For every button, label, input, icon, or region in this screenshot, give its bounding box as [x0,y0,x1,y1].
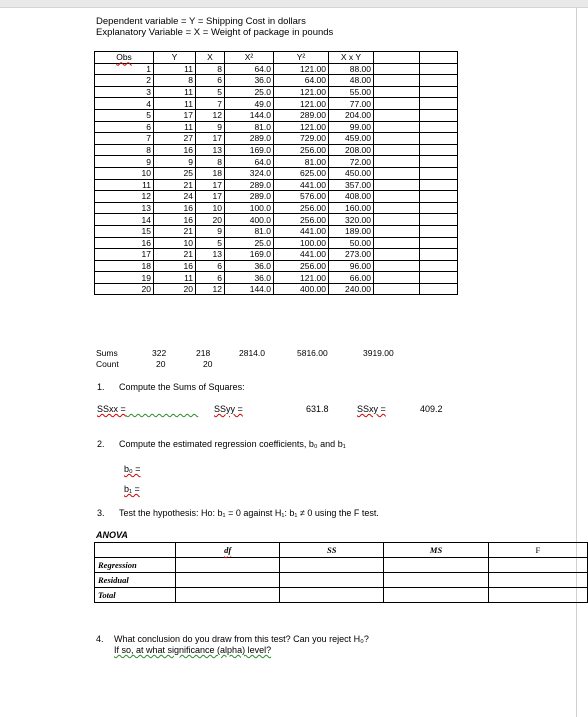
col-y-squared: Y² [274,52,329,64]
table-cell: 17 [196,179,225,191]
table-cell: 289.0 [225,133,274,145]
table-cell: 16 [154,214,196,226]
ssyy-label: SSyy = [214,404,243,414]
sums-x: 218 [196,348,211,358]
q3-number: 3. [97,508,105,518]
table-cell: 64.0 [225,63,274,75]
table-cell: 36.0 [225,272,274,284]
anova-cell[interactable] [488,573,587,588]
table-cell: 16 [154,260,196,272]
col-x-times-y: X x Y [329,52,374,64]
table-cell [420,214,458,226]
sums-label: Sums [96,348,118,358]
table-cell: 6 [196,272,225,284]
anova-label-residual: Residual [95,573,176,588]
table-cell: 6 [196,260,225,272]
table-cell: 16 [95,237,154,249]
table-cell: 49.0 [225,98,274,110]
table-cell: 12 [95,191,154,203]
table-cell: 27 [154,133,196,145]
table-cell: 6 [196,75,225,87]
explanatory-variable-line: Explanatory Variable = X = Weight of package in pounds [96,27,334,38]
anova-cell[interactable] [280,558,384,573]
table-cell: 400.0 [225,214,274,226]
table-row [95,260,458,272]
table-cell [374,75,420,87]
table-cell: 441.00 [274,179,329,191]
anova-col-df: df [176,543,280,558]
table-row [95,133,458,145]
q4-text: What conclusion do you draw from this test? Can you reject H₀? [114,634,369,644]
table-cell: 9 [154,156,196,168]
table-cell: 576.00 [274,191,329,203]
anova-header-row [95,543,588,558]
viewer-top-bar [0,0,588,8]
anova-cell[interactable] [488,558,587,573]
table-cell: 320.00 [329,214,374,226]
table-cell: 289.0 [225,191,274,203]
table-cell: 144.0 [225,109,274,121]
table-row [95,98,458,110]
table-cell: 289.00 [274,109,329,121]
table-cell: 64.00 [274,75,329,87]
ssxx-label: SSxx = [97,404,126,414]
table-cell [420,156,458,168]
table-cell: 17 [196,133,225,145]
dependent-variable-line: Dependent variable = Y = Shipping Cost in dollars [96,16,306,27]
anova-row-regression [95,558,588,573]
table-cell: 77.00 [329,98,374,110]
table-row [95,121,458,133]
table-cell: 20 [196,214,225,226]
table-cell: 88.00 [329,63,374,75]
table-row [95,214,458,226]
table-cell: 11 [154,86,196,98]
table-cell: 11 [154,98,196,110]
table-cell: 408.00 [329,191,374,203]
table-cell [374,225,420,237]
anova-label-regression: Regression [95,558,176,573]
table-cell: 100.0 [225,202,274,214]
table-cell [420,109,458,121]
table-cell: 9 [196,225,225,237]
table-cell [420,179,458,191]
table-cell [374,191,420,203]
table-cell: 11 [95,179,154,191]
table-cell: 21 [154,225,196,237]
table-cell: 240.00 [329,283,374,295]
sums-y-squared: 5816.00 [297,348,328,358]
table-cell: 81.00 [274,156,329,168]
table-cell: 5 [196,86,225,98]
table-cell: 13 [196,249,225,261]
table-cell [374,202,420,214]
table-cell [374,249,420,261]
page-edge-line [576,8,577,717]
table-cell: 72.00 [329,156,374,168]
anova-cell[interactable] [280,573,384,588]
table-cell: 66.00 [329,272,374,284]
table-cell: 625.00 [274,167,329,179]
table-row [95,283,458,295]
table-cell: 144.0 [225,283,274,295]
table-cell: 50.00 [329,237,374,249]
ssxy-label: SSxy = [357,404,386,414]
q4-number: 4. [96,634,104,644]
table-cell: 169.0 [225,249,274,261]
table-cell [374,156,420,168]
table-cell [374,144,420,156]
table-cell: 289.0 [225,179,274,191]
table-cell: 64.0 [225,156,274,168]
q1-text: Compute the Sums of Squares: [119,382,245,392]
table-cell [374,63,420,75]
table-cell: 3 [95,86,154,98]
q3-text: Test the hypothesis: Ho: b₁ = 0 against H₁: b₁ ≠ 0 using the F test. [119,508,379,518]
table-cell: 7 [196,98,225,110]
table-cell: 256.00 [274,144,329,156]
table-cell: 729.00 [274,133,329,145]
col-blank-2 [420,52,458,64]
table-cell: 13 [196,144,225,156]
table-cell: 11 [154,63,196,75]
col-x-squared: X² [225,52,274,64]
table-cell: 121.00 [274,121,329,133]
anova-cell[interactable] [488,588,587,603]
table-cell: 189.00 [329,225,374,237]
count-label: Count [96,359,119,369]
table-row [95,202,458,214]
table-cell: 160.00 [329,202,374,214]
anova-row-total [95,588,588,603]
anova-cell[interactable] [384,588,488,603]
b1-label: b₁ = [124,484,140,494]
table-cell [374,167,420,179]
table-cell: 8 [95,144,154,156]
table-cell: 459.00 [329,133,374,145]
anova-col-ms: MS [384,543,488,558]
table-cell: 48.00 [329,75,374,87]
table-cell [374,98,420,110]
table-cell: 9 [95,156,154,168]
col-obs: Obs [95,52,154,64]
anova-cell[interactable] [176,558,280,573]
anova-title: ANOVA [96,530,128,540]
table-row [95,144,458,156]
anova-cell[interactable] [384,573,488,588]
table-cell [420,133,458,145]
table-cell [420,86,458,98]
table-cell: 15 [95,225,154,237]
table-row [95,75,458,87]
table-cell: 169.0 [225,144,274,156]
table-cell: 11 [154,272,196,284]
table-cell [374,214,420,226]
table-cell: 10 [196,202,225,214]
table-cell: 256.00 [274,260,329,272]
table-cell: 441.00 [274,225,329,237]
table-cell: 256.00 [274,214,329,226]
table-cell: 121.00 [274,272,329,284]
table-cell: 20 [154,283,196,295]
table-cell [374,133,420,145]
table-cell: 18 [95,260,154,272]
table-cell: 96.00 [329,260,374,272]
anova-row-residual [95,573,588,588]
table-row [95,109,458,121]
anova-cell[interactable] [176,588,280,603]
b0-label: b₀ = [124,464,141,474]
table-cell: 1 [95,63,154,75]
table-cell: 400.00 [274,283,329,295]
table-cell: 25 [154,167,196,179]
anova-col-f: F [488,543,587,558]
table-cell [374,237,420,249]
sums-xy: 3919.00 [363,348,394,358]
table-cell [374,109,420,121]
table-cell: 256.00 [274,202,329,214]
table-cell [374,260,420,272]
anova-table [94,542,588,603]
table-cell: 17 [95,249,154,261]
q2-text: Compute the estimated regression coefficients, b₀ and b₁ [119,439,346,449]
anova-cell[interactable] [176,573,280,588]
table-cell: 8 [196,156,225,168]
table-cell: 17 [154,109,196,121]
table-cell [420,249,458,261]
table-row [95,86,458,98]
table-cell: 81.0 [225,225,274,237]
table-cell: 10 [154,237,196,249]
table-cell: 36.0 [225,75,274,87]
table-row [95,191,458,203]
table-cell: 121.00 [274,98,329,110]
col-x: X [196,52,225,64]
table-row [95,167,458,179]
table-cell: 12 [196,283,225,295]
table-row [95,249,458,261]
col-blank-1 [374,52,420,64]
table-cell: 450.00 [329,167,374,179]
q1-number: 1. [97,382,105,392]
ssxy-value: 409.2 [420,404,443,414]
table-cell: 208.00 [329,144,374,156]
table-cell [374,86,420,98]
table-cell: 6 [95,121,154,133]
ssyy-value: 631.8 [306,404,329,414]
table-cell [420,144,458,156]
table-cell: 21 [154,179,196,191]
table-header-row [95,52,458,64]
table-cell: 21 [154,249,196,261]
table-cell [420,191,458,203]
table-cell: 25.0 [225,237,274,249]
table-cell [420,272,458,284]
table-cell [374,121,420,133]
table-row [95,225,458,237]
table-row [95,63,458,75]
table-cell: 121.00 [274,86,329,98]
table-cell: 357.00 [329,179,374,191]
table-cell: 4 [95,98,154,110]
table-row [95,179,458,191]
table-cell [420,283,458,295]
table-cell: 16 [154,202,196,214]
table-cell: 14 [95,214,154,226]
data-table [94,51,458,295]
table-cell [420,225,458,237]
anova-col-ss: SS [280,543,384,558]
table-cell [374,283,420,295]
table-cell [420,167,458,179]
table-cell: 441.00 [274,249,329,261]
table-cell: 5 [95,109,154,121]
table-cell [420,202,458,214]
sums-x-squared: 2814.0 [239,348,265,358]
anova-cell[interactable] [280,588,384,603]
table-cell: 25.0 [225,86,274,98]
sums-y: 322 [152,348,167,358]
table-cell: 17 [196,191,225,203]
table-cell: 99.00 [329,121,374,133]
table-cell: 8 [196,63,225,75]
table-row [95,272,458,284]
table-cell: 324.0 [225,167,274,179]
table-cell [420,121,458,133]
table-cell: 204.00 [329,109,374,121]
table-cell [420,63,458,75]
table-cell: 7 [95,133,154,145]
table-cell: 81.0 [225,121,274,133]
table-cell: 12 [196,109,225,121]
table-cell [420,98,458,110]
table-cell [374,179,420,191]
q2-number: 2. [97,439,105,449]
table-cell [420,237,458,249]
table-cell: 10 [95,167,154,179]
table-cell: 9 [196,121,225,133]
table-cell [420,260,458,272]
table-cell: 24 [154,191,196,203]
anova-cell[interactable] [384,558,488,573]
table-cell [374,272,420,284]
count-x: 20 [203,359,213,369]
table-row [95,156,458,168]
table-cell [420,75,458,87]
table-cell: 36.0 [225,260,274,272]
table-cell: 55.00 [329,86,374,98]
table-cell: 11 [154,121,196,133]
table-cell: 2 [95,75,154,87]
col-y: Y [154,52,196,64]
table-cell: 100.00 [274,237,329,249]
table-cell: 20 [95,283,154,295]
table-cell: 18 [196,167,225,179]
q4-text-2: If so, at what significance (alpha) level? [114,645,272,655]
table-cell: 13 [95,202,154,214]
table-cell: 19 [95,272,154,284]
table-cell: 8 [154,75,196,87]
count-y: 20 [156,359,166,369]
table-cell: 121.00 [274,63,329,75]
table-cell: 16 [154,144,196,156]
table-row [95,237,458,249]
anova-col-blank [95,543,176,558]
anova-label-total: Total [95,588,176,603]
table-cell: 273.00 [329,249,374,261]
table-cell: 5 [196,237,225,249]
